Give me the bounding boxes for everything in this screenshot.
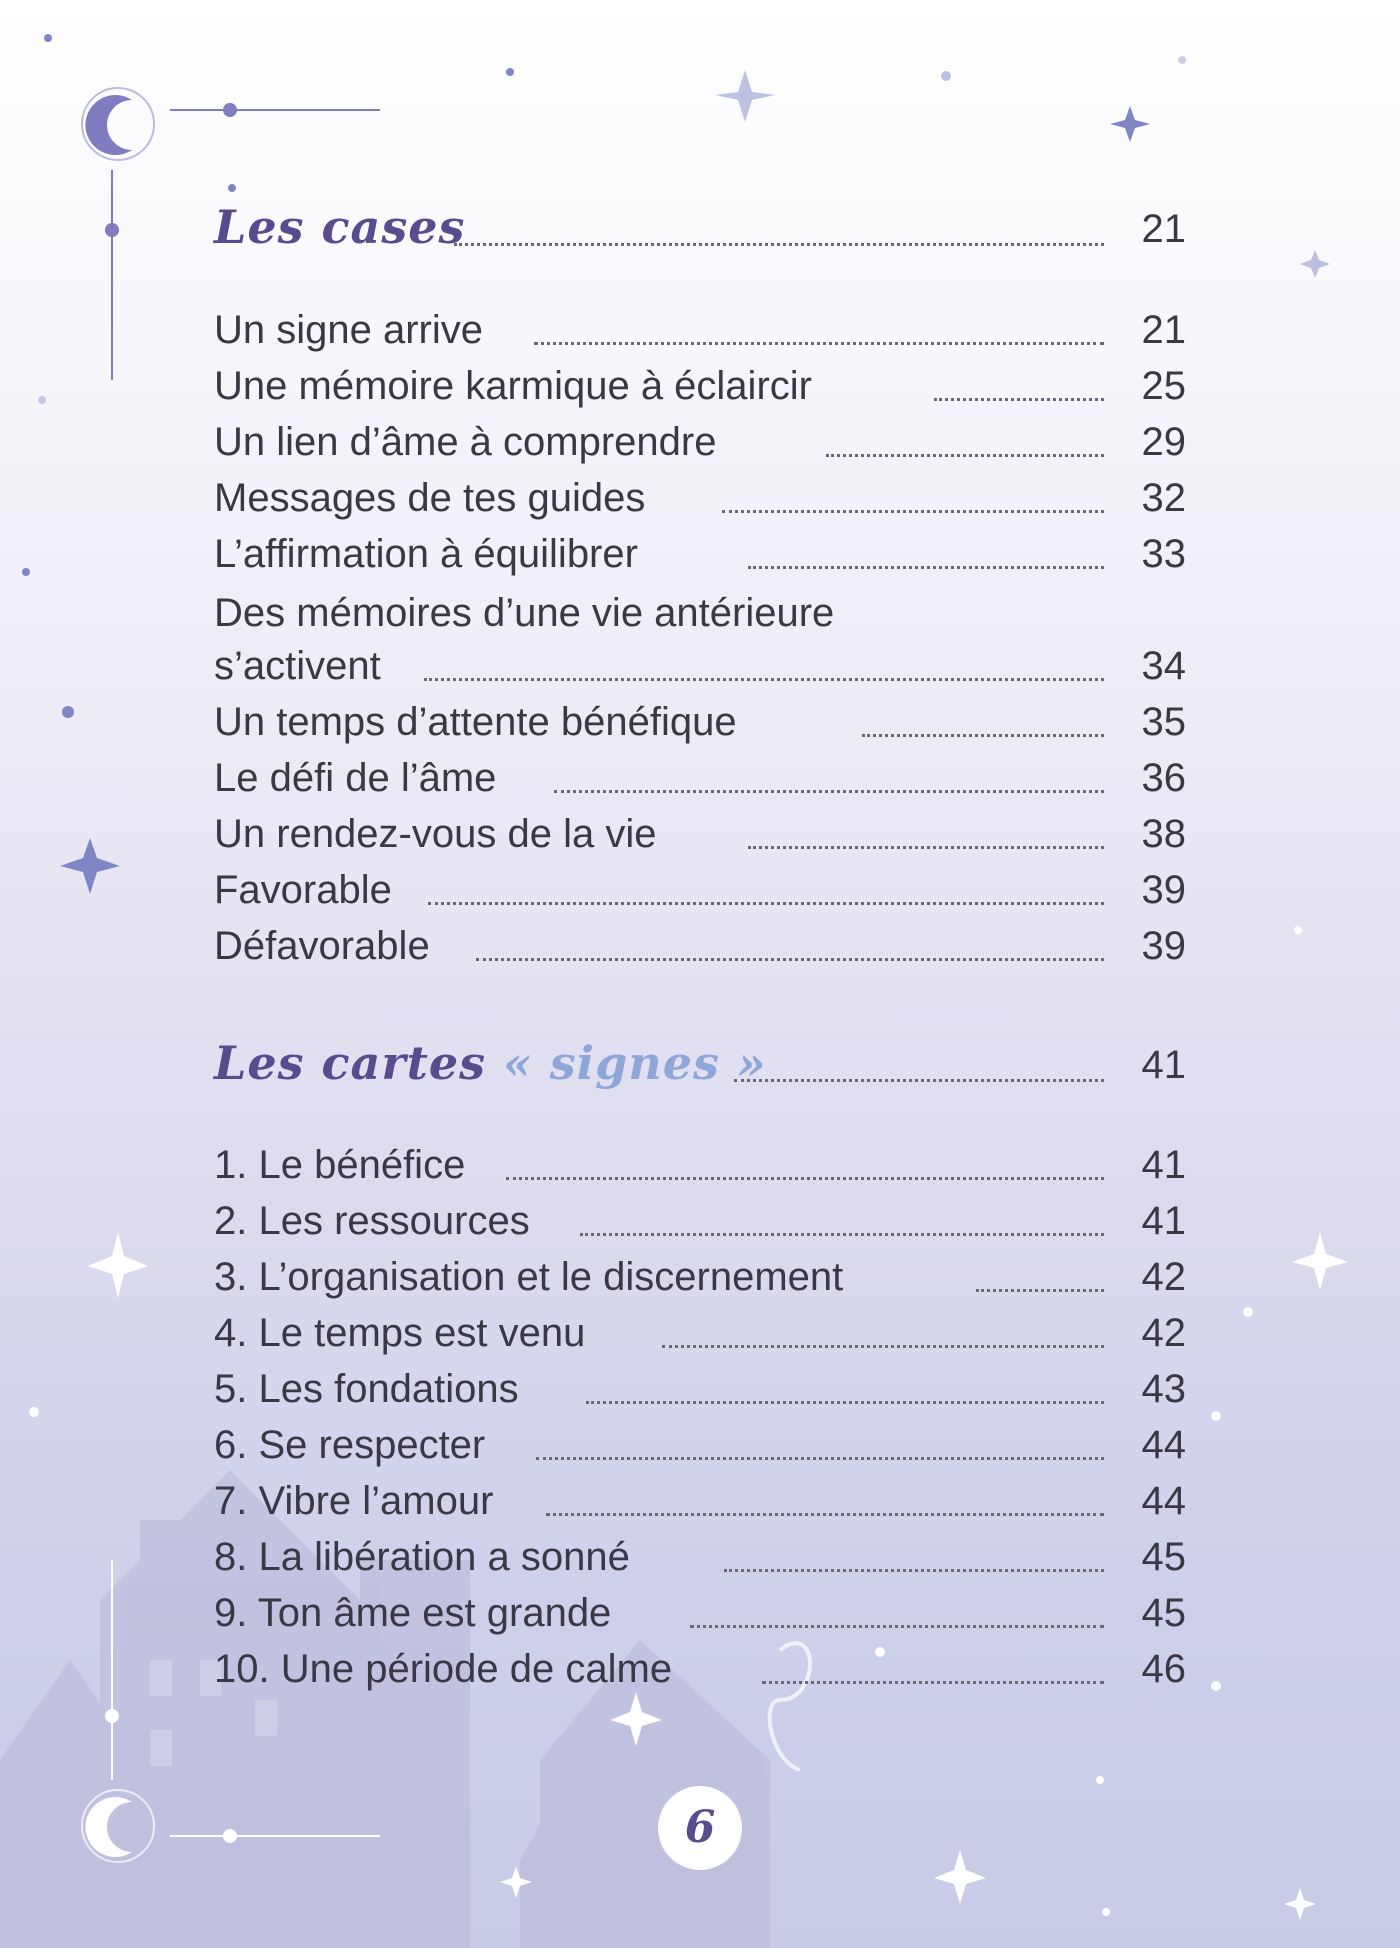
section-page-number: 41 (1141, 1043, 1186, 1087)
toc-entry-page: 29 (1141, 420, 1186, 464)
toc-entry[interactable] (214, 1198, 1186, 1248)
dot-leader (748, 846, 1104, 849)
dot-leader (934, 398, 1104, 401)
section-heading-cases (214, 200, 1186, 260)
toc-entry-label: 10. Une période de calme (214, 1647, 673, 1691)
section-heading-cartes-signes (214, 1036, 1186, 1096)
toc-entry-page: 35 (1141, 700, 1186, 744)
toc-entry-label: Un signe arrive (214, 308, 484, 352)
toc-entry-label: 1. Le bénéfice (214, 1143, 466, 1187)
toc-entry[interactable] (214, 867, 1186, 917)
toc-entry-page: 42 (1141, 1311, 1186, 1355)
toc-entry-page: 42 (1141, 1255, 1186, 1299)
dot-leader (748, 566, 1104, 569)
toc-entry[interactable] (214, 1534, 1186, 1584)
dot-leader (546, 1513, 1104, 1516)
dot-leader (554, 790, 1104, 793)
toc-entry-label: 8. La libération a sonné (214, 1535, 630, 1579)
toc-entry[interactable] (214, 923, 1186, 973)
toc-entry-label: Un lien d’âme à comprendre (214, 420, 717, 464)
dot-leader (534, 342, 1104, 345)
toc-entry[interactable] (214, 531, 1186, 581)
section-page-number: 21 (1141, 207, 1186, 251)
toc-entry-label: Messages de tes guides (214, 476, 646, 520)
page-number: 6 (658, 1786, 742, 1870)
toc-entry[interactable] (214, 1310, 1186, 1360)
dot-leader (662, 1345, 1104, 1348)
toc-entry[interactable] (214, 591, 1186, 693)
toc-entry-label: 3. L’organisation et le discernement (214, 1255, 844, 1299)
toc-entry[interactable] (214, 811, 1186, 861)
toc-entry-page: 46 (1141, 1647, 1186, 1691)
toc-entry[interactable] (214, 1254, 1186, 1304)
toc-entry-label: 6. Se respecter (214, 1423, 486, 1467)
toc-entry-page: 34 (1141, 644, 1186, 688)
toc-entry-page: 41 (1141, 1199, 1186, 1243)
dot-leader (428, 902, 1104, 905)
toc-entry[interactable] (214, 363, 1186, 413)
toc-entry-label: L’affirmation à équilibrer (214, 532, 638, 576)
toc-entry-page: 38 (1141, 812, 1186, 856)
toc-entry-page: 39 (1141, 924, 1186, 968)
toc-entry-label: Un temps d’attente bénéfique (214, 700, 737, 744)
toc-entry-page: 32 (1141, 476, 1186, 520)
section-title: Les cartes « signes » (214, 1036, 767, 1090)
toc-entry[interactable] (214, 1142, 1186, 1192)
dot-leader (826, 454, 1104, 457)
toc-entry-label: s’activent (214, 644, 381, 688)
dot-leader (454, 243, 1104, 246)
toc-entry-page: 39 (1141, 868, 1186, 912)
toc-entry-label: Favorable (214, 868, 392, 912)
dot-leader (586, 1401, 1104, 1404)
dot-leader (506, 1177, 1104, 1180)
toc-entry-page: 36 (1141, 756, 1186, 800)
toc-entry[interactable] (214, 1590, 1186, 1640)
dot-leader (580, 1233, 1104, 1236)
toc-entry-page: 33 (1141, 532, 1186, 576)
toc-entry-label: Une mémoire karmique à éclaircir (214, 364, 812, 408)
dot-leader (690, 1625, 1104, 1628)
dot-leader (976, 1289, 1104, 1292)
toc-entry[interactable] (214, 699, 1186, 749)
dot-leader (762, 1681, 1104, 1684)
toc-entry-page: 45 (1141, 1535, 1186, 1579)
toc-entry[interactable] (214, 1422, 1186, 1472)
toc-entry-label: 2. Les ressources (214, 1199, 530, 1243)
dot-leader (862, 734, 1104, 737)
toc-entry[interactable] (214, 1646, 1186, 1696)
toc-entry[interactable] (214, 1366, 1186, 1416)
section-title-highlight: « signes » (503, 1036, 767, 1090)
toc-entry[interactable] (214, 475, 1186, 525)
dot-leader (724, 1569, 1104, 1572)
toc-entry-page: 25 (1141, 364, 1186, 408)
dot-leader (722, 510, 1104, 513)
toc-entry-page: 43 (1141, 1367, 1186, 1411)
toc-entry-page: 45 (1141, 1591, 1186, 1635)
toc-entry-label: Le défi de l’âme (214, 756, 497, 800)
toc-entry[interactable] (214, 755, 1186, 805)
toc-entry-label: 7. Vibre l’amour (214, 1479, 494, 1523)
toc-entry-label: Défavorable (214, 924, 430, 968)
toc-entry-page: 44 (1141, 1479, 1186, 1523)
toc-entry-label: 5. Les fondations (214, 1367, 519, 1411)
dot-leader (536, 1457, 1104, 1460)
toc-entry[interactable] (214, 419, 1186, 469)
toc-entry-page: 44 (1141, 1423, 1186, 1467)
dot-leader (476, 958, 1104, 961)
dot-leader (734, 1079, 1104, 1082)
toc-entry-label: 9. Ton âme est grande (214, 1591, 612, 1635)
toc-entry-label: Un rendez-vous de la vie (214, 812, 657, 856)
toc-entry[interactable] (214, 307, 1186, 357)
toc-entry-label-line1: Des mémoires d’une vie antérieure (214, 591, 835, 635)
section-title: Les cases (214, 200, 466, 254)
toc-entry-page: 21 (1141, 308, 1186, 352)
toc-entry-page: 41 (1141, 1143, 1186, 1187)
dot-leader (424, 678, 1104, 681)
toc-entry[interactable] (214, 1478, 1186, 1528)
toc-entry-label: 4. Le temps est venu (214, 1311, 586, 1355)
